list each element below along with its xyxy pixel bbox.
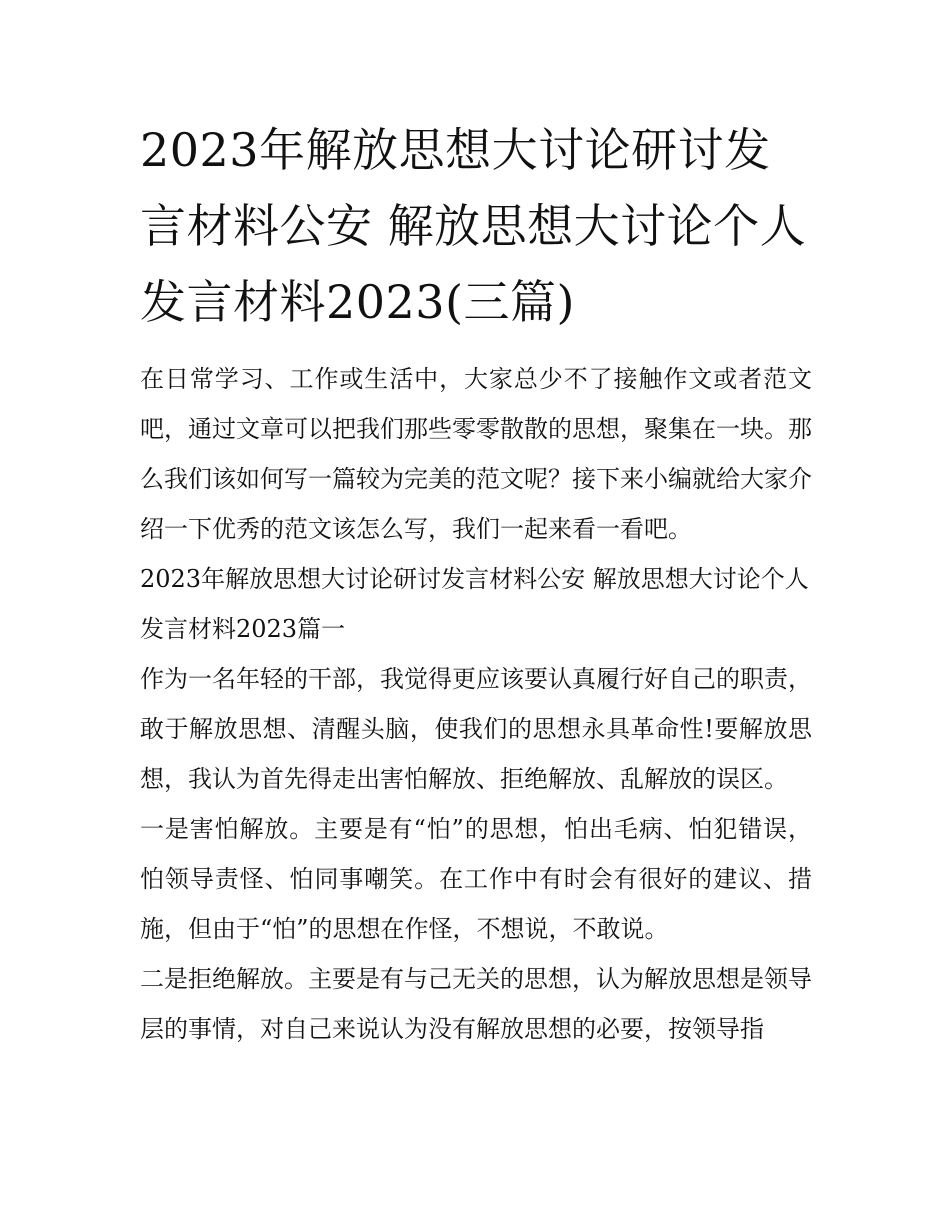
document-title: 2023年解放思想大讨论研讨发言材料公安 解放思想大讨论个人发言材料2023(三篇) (140, 123, 807, 329)
intro-paragraph: 在日常学习、工作或生活中，大家总少不了接触作文或者范文吧，通过文章可以把我们那些零零散散的思想，聚集在一块。那么我们该如何写一篇较为完美的范文呢？接下来小编就给大家介绍一下优秀的范文该怎么写，我们一起来看一看吧。 (140, 365, 812, 543)
document-page (140, 112, 812, 1054)
body-paragraph-3: 二是拒绝解放。主要是有与己无关的思想，认为解放思想是领导层的事情，对自己来说认为没有解放思想的必要，按领导指 (140, 965, 812, 1043)
body-paragraph-1: 作为一名年轻的干部，我觉得更应该要认真履行好自己的职责，敢于解放思想、清醒头脑，使我们的思想永具革命性!要解放思想，我认为首先得走出害怕解放、拒绝解放、乱解放的误区。 (140, 665, 812, 793)
section-heading: 2023年解放思想大讨论研讨发言材料公安 解放思想大讨论个人发言材料2023篇一 (140, 565, 809, 643)
body-paragraph-2: 一是害怕解放。主要是有“怕”的思想，怕出毛病、怕犯错误，怕领导责怪、怕同事嘲笑。在工作中有时会有很好的建议、措施，但由于“怕”的思想在作怪，不想说，不敢说。 (140, 815, 812, 943)
